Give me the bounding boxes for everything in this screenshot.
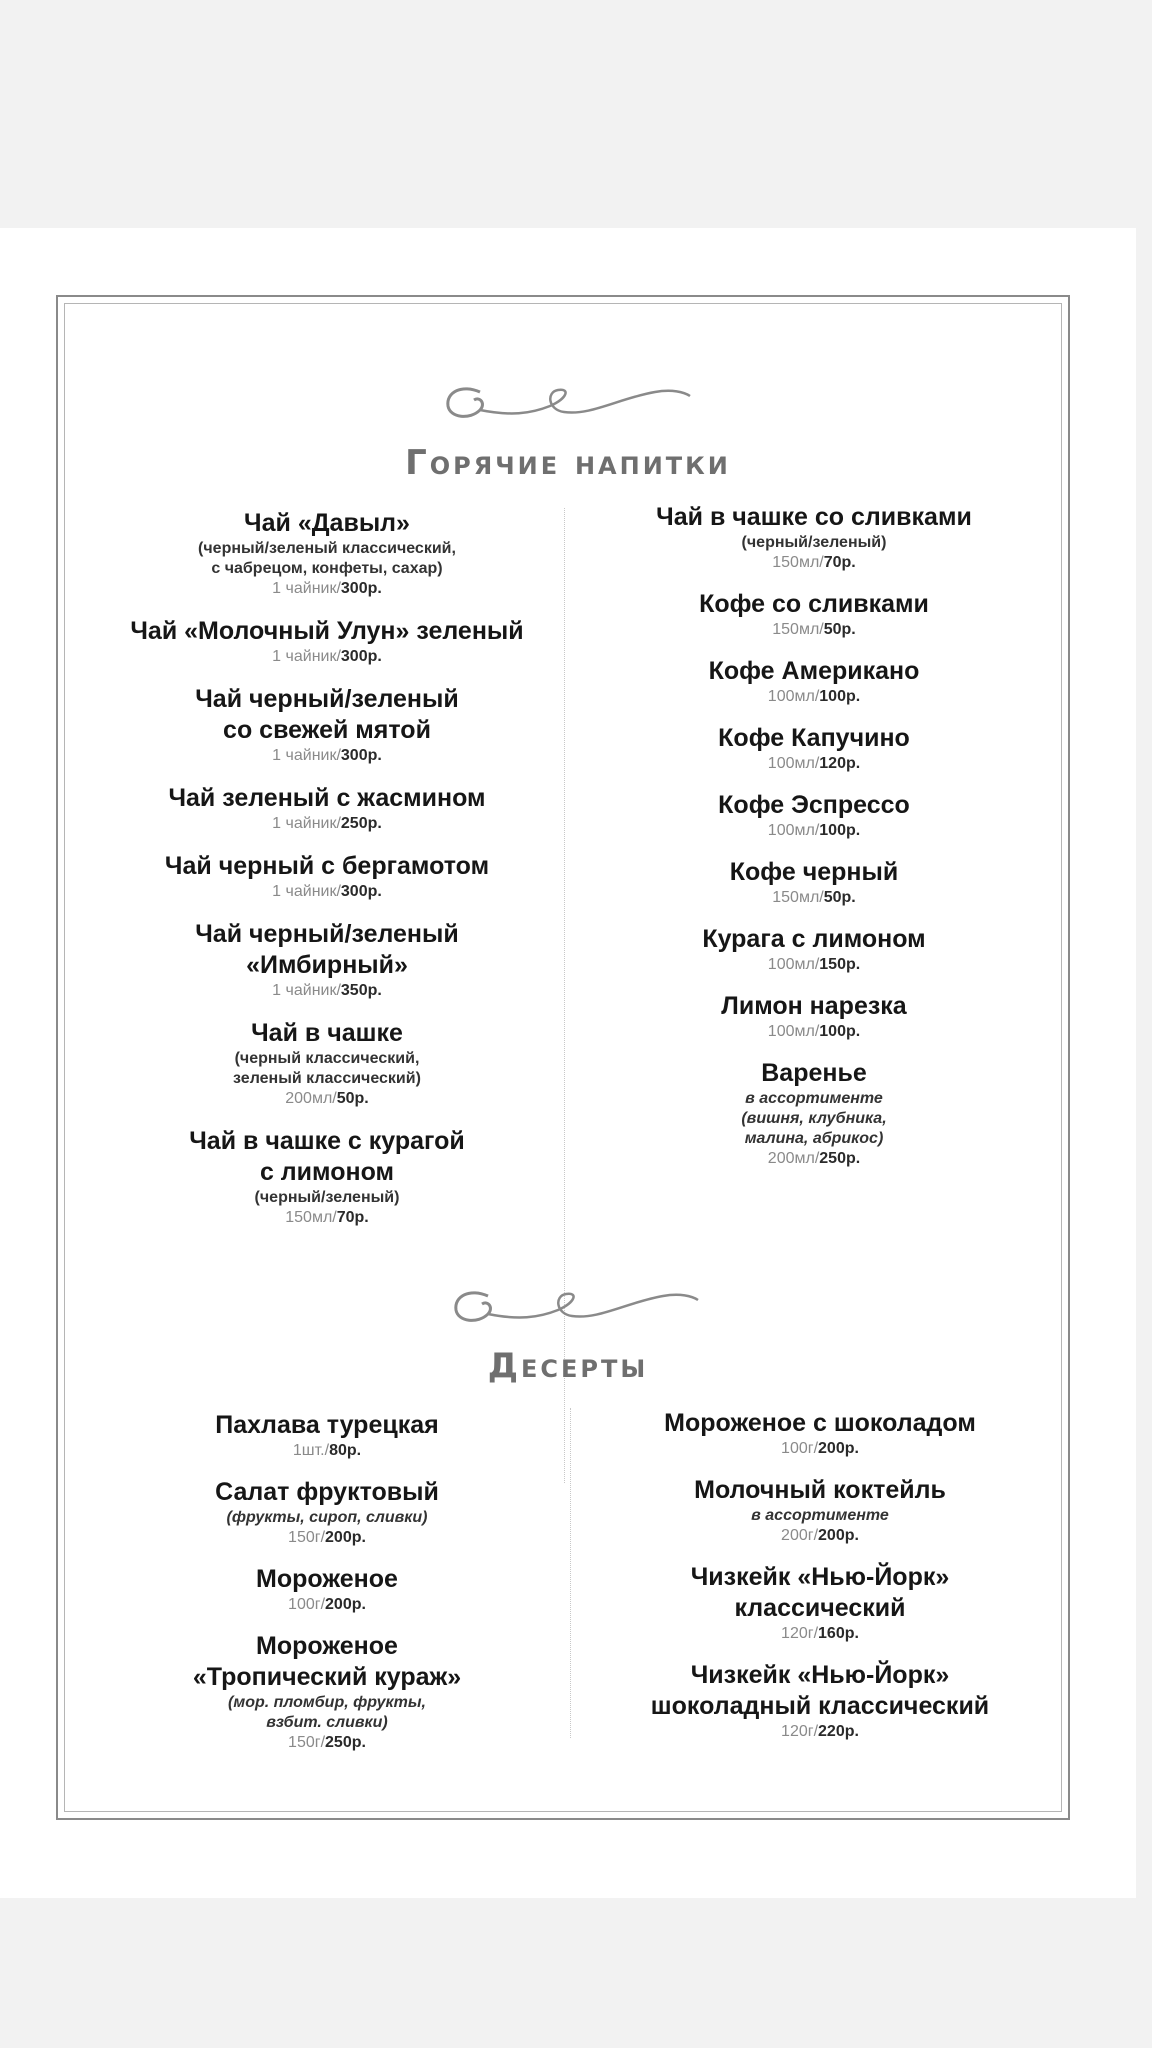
portion-size: 150мл/ — [772, 554, 824, 571]
menu-item-price — [100, 882, 554, 902]
menu-item — [584, 589, 1044, 640]
menu-item-price — [100, 1528, 554, 1548]
menu-item-description: (черный/зеленый) — [254, 1189, 400, 1206]
portion-size: 1 чайник/ — [272, 580, 341, 597]
portion-size: 100мл/ — [767, 755, 820, 772]
menu-item-price — [100, 746, 554, 766]
menu-item-price — [100, 1733, 554, 1753]
menu-item — [584, 991, 1044, 1042]
menu-item — [590, 1475, 1050, 1546]
menu-item-description: (мор. пломбир, фрукты, взбит. сливки) — [228, 1694, 426, 1731]
menu-item-name: Кофе Эспрессо — [718, 791, 910, 819]
menu-item — [590, 1660, 1050, 1742]
portion-size: 200г/ — [781, 1527, 819, 1544]
menu-item-price — [584, 620, 1044, 640]
portion-size: 100мл/ — [767, 956, 820, 973]
price-value: 300р. — [340, 747, 382, 764]
menu-item — [590, 1408, 1050, 1459]
menu-item-price — [584, 955, 1044, 975]
menu-item-name: Чай в чашке со сливками — [656, 503, 972, 531]
menu-item-price — [584, 888, 1044, 908]
menu-item-name: Чай черный/зеленый со свежей мятой — [195, 685, 459, 744]
menu-item — [100, 1631, 554, 1753]
menu-item — [584, 790, 1044, 841]
menu-item-price — [100, 814, 554, 834]
menu-item-name: Чизкейк «Нью-Йорк» шоколадный классический — [650, 1661, 990, 1720]
portion-size: 100мл/ — [767, 822, 820, 839]
price-value: 300р. — [340, 648, 382, 665]
desserts-left-column — [100, 1410, 554, 1769]
portion-size: 1 чайник/ — [272, 982, 341, 999]
menu-item-price — [100, 579, 554, 599]
section-title-desserts: Десерты — [487, 1346, 649, 1386]
price-value: 100р. — [819, 1023, 861, 1040]
menu-item-description: (черный/зеленый) — [741, 534, 887, 551]
price-value: 100р. — [819, 688, 861, 705]
portion-size: 1 чайник/ — [272, 883, 341, 900]
portion-size: 200мл/ — [285, 1090, 337, 1107]
menu-item — [584, 723, 1044, 774]
portion-size: 150мл/ — [772, 889, 824, 906]
portion-size: 100мл/ — [767, 1023, 820, 1040]
menu-item-description: в ассортименте — [751, 1507, 889, 1524]
column-divider — [564, 508, 565, 1483]
price-value: 50р. — [823, 621, 856, 638]
price-value: 300р. — [340, 883, 382, 900]
price-value: 80р. — [329, 1442, 362, 1459]
menu-item-name: Варенье — [761, 1059, 867, 1087]
price-value: 70р. — [823, 554, 856, 571]
price-value: 200р. — [818, 1440, 859, 1457]
menu-item-name: Чизкейк «Нью-Йорк» классический — [690, 1563, 950, 1622]
menu-item — [100, 1477, 554, 1548]
portion-size: 120г/ — [781, 1625, 819, 1642]
portion-size: 1 чайник/ — [272, 648, 341, 665]
menu-item — [100, 1410, 554, 1461]
menu-item — [100, 1564, 554, 1615]
price-value: 100р. — [819, 822, 861, 839]
menu-item — [100, 616, 554, 667]
menu-item-price — [584, 821, 1044, 841]
menu-item — [584, 1058, 1044, 1169]
menu-item-name: Курага с лимоном — [702, 925, 926, 953]
menu-item-price — [590, 1624, 1050, 1644]
menu-item — [584, 857, 1044, 908]
portion-size: 120г/ — [781, 1723, 819, 1740]
menu-item-name: Салат фруктовый — [215, 1478, 439, 1506]
menu-item-name: Чай в чашке — [251, 1019, 403, 1047]
menu-item — [584, 924, 1044, 975]
menu-item-description: (фрукты, сироп, сливки) — [226, 1509, 428, 1526]
menu-item-price — [100, 647, 554, 667]
portion-size: 1 чайник/ — [272, 815, 341, 832]
menu-item — [100, 851, 554, 902]
price-value: 160р. — [818, 1625, 859, 1642]
menu-item — [100, 1126, 554, 1228]
menu-item-price — [590, 1526, 1050, 1546]
menu-item-price — [590, 1722, 1050, 1742]
menu-item-name: Кофе Американо — [708, 657, 920, 685]
menu-item-name: Пахлава турецкая — [215, 1411, 439, 1439]
portion-size: 150мл/ — [772, 621, 824, 638]
menu-item-description: (черный/зеленый классический, с чабрецом, конфеты, сахар) — [198, 540, 456, 577]
menu-item-price — [100, 1089, 554, 1109]
price-value: 200р. — [818, 1527, 859, 1544]
price-value: 70р. — [336, 1209, 369, 1226]
menu-item-name: Чай «Молочный Улун» зеленый — [130, 617, 524, 645]
scroll-flourish-icon — [440, 380, 692, 426]
menu-item-name: Молочный коктейль — [694, 1476, 946, 1504]
portion-size: 150г/ — [288, 1734, 326, 1751]
menu-page — [0, 228, 1136, 1898]
price-value: 50р. — [336, 1090, 369, 1107]
menu-item-price — [590, 1439, 1050, 1459]
menu-item — [584, 656, 1044, 707]
menu-item — [100, 919, 554, 1001]
price-value: 220р. — [818, 1723, 859, 1740]
menu-item-name: Лимон нарезка — [721, 992, 907, 1020]
menu-item-price — [100, 1595, 554, 1615]
portion-size: 150г/ — [288, 1529, 326, 1546]
hot-drinks-right-column — [584, 502, 1044, 1185]
menu-item-price — [100, 981, 554, 1001]
menu-item-description: (черный классический, зеленый классический) — [233, 1050, 421, 1087]
portion-size: 1 чайник/ — [272, 747, 341, 764]
column-divider — [570, 1408, 571, 1738]
price-value: 350р. — [340, 982, 382, 999]
menu-item-name: Чай «Давыл» — [244, 509, 410, 537]
section-title-hot-drinks: Горячие напитки — [405, 443, 731, 483]
menu-item-name: Мороженое «Тропический кураж» — [192, 1632, 462, 1691]
portion-size: 100мл/ — [767, 688, 820, 705]
menu-item-price — [584, 754, 1044, 774]
hot-drinks-left-column — [100, 508, 554, 1245]
menu-item — [100, 508, 554, 599]
portion-size: 200мл/ — [767, 1150, 820, 1167]
menu-item-name: Кофе Капучино — [718, 724, 910, 752]
menu-item-name: Чай черный с бергамотом — [164, 852, 490, 880]
menu-item — [100, 783, 554, 834]
menu-item-price — [584, 687, 1044, 707]
menu-item-name: Мороженое с шоколадом — [664, 1409, 976, 1437]
price-value: 150р. — [819, 956, 861, 973]
menu-item-price — [584, 1149, 1044, 1169]
menu-item-name: Мороженое — [256, 1565, 398, 1593]
price-value: 300р. — [340, 580, 382, 597]
portion-size: 100г/ — [288, 1596, 326, 1613]
portion-size: 150мл/ — [285, 1209, 337, 1226]
price-value: 50р. — [823, 889, 856, 906]
desserts-right-column — [590, 1408, 1050, 1758]
price-value: 250р. — [340, 815, 382, 832]
menu-item — [100, 1018, 554, 1109]
menu-item-name: Кофе черный — [729, 858, 899, 886]
menu-item-name: Чай зеленый с жасмином — [168, 784, 486, 812]
menu-item-name: Кофе со сливками — [699, 590, 929, 618]
menu-item-price — [100, 1208, 554, 1228]
menu-item-price — [584, 1022, 1044, 1042]
scroll-flourish-icon — [448, 1284, 700, 1330]
menu-item — [100, 684, 554, 766]
price-value: 250р. — [819, 1150, 861, 1167]
price-value: 250р. — [325, 1734, 366, 1751]
menu-item — [584, 502, 1044, 573]
menu-item-name: Чай черный/зеленый «Имбирный» — [195, 920, 459, 979]
portion-size: 100г/ — [781, 1440, 819, 1457]
price-value: 200р. — [325, 1596, 366, 1613]
portion-size: 1шт./ — [292, 1442, 330, 1459]
menu-item-price — [100, 1441, 554, 1461]
price-value: 120р. — [819, 755, 861, 772]
menu-item-description: в ассортименте (вишня, клубника, малина, абрикос) — [741, 1090, 887, 1147]
menu-item-name: Чай в чашке с курагой с лимоном — [189, 1127, 465, 1186]
price-value: 200р. — [325, 1529, 366, 1546]
menu-item-price — [584, 553, 1044, 573]
menu-item — [590, 1562, 1050, 1644]
